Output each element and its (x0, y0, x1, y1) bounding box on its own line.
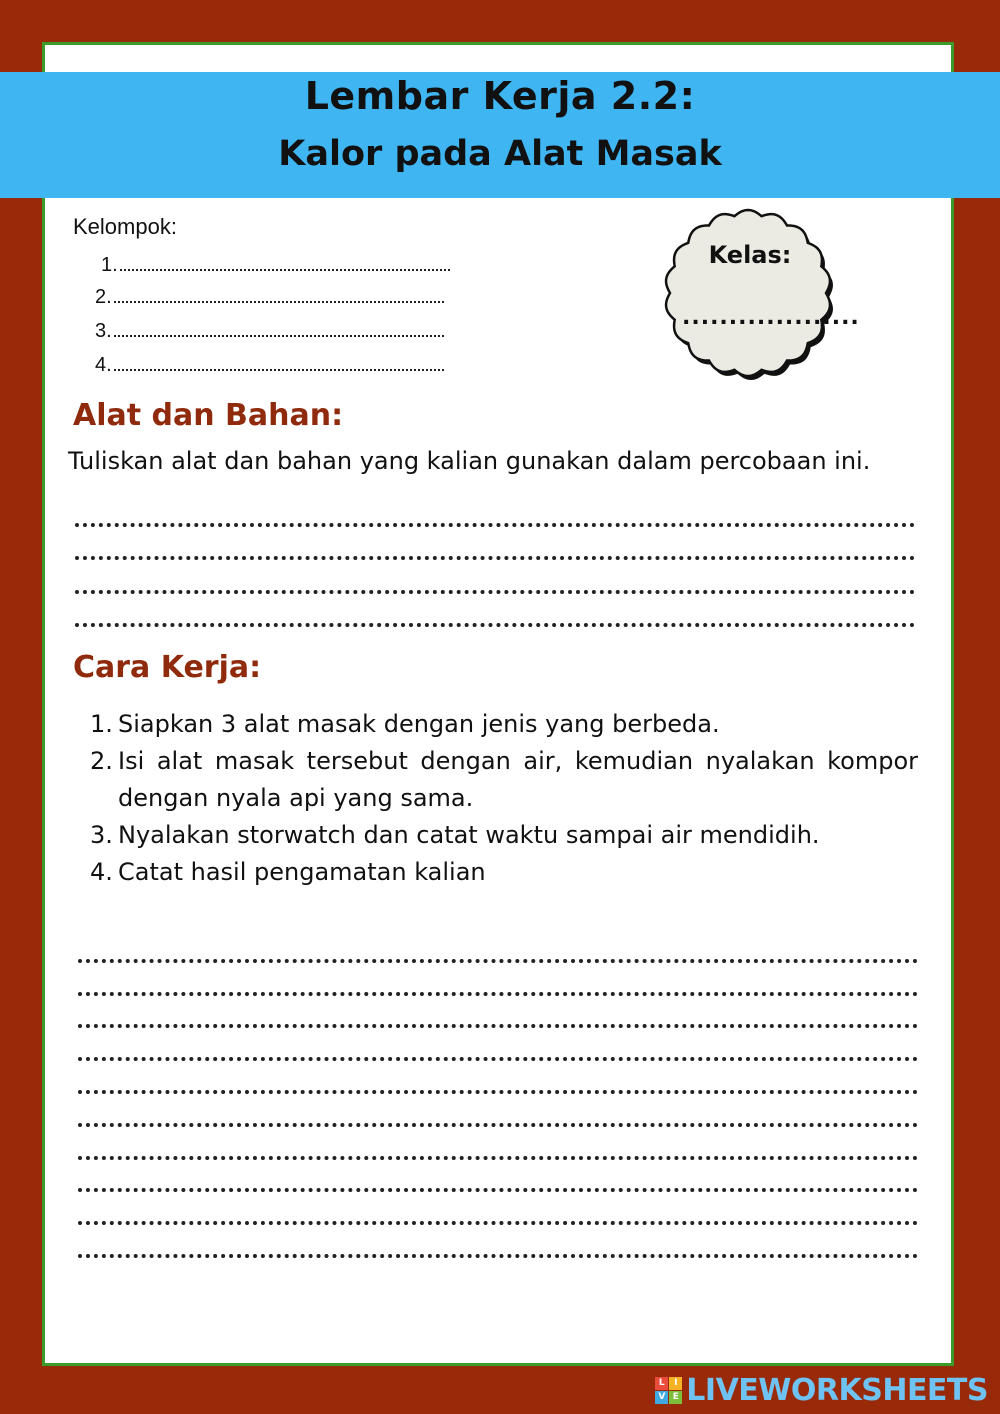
class-blank[interactable]: ................... (682, 305, 860, 330)
answer-line[interactable] (78, 1254, 918, 1258)
step-number: 1. (90, 710, 113, 738)
blank-line (120, 255, 450, 271)
procedure-steps (90, 706, 918, 891)
blank-line (114, 287, 444, 303)
step-text: Catat hasil pengamatan kalian (118, 858, 486, 886)
title-band (0, 72, 1000, 198)
step-text: Siapkan 3 alat masak dengan jenis yang berbeda. (118, 710, 720, 738)
procedure-heading: Cara Kerja: (73, 650, 262, 685)
group-label: Kelompok: (73, 214, 177, 239)
answer-line[interactable] (75, 556, 915, 560)
watermark-text: LIVEWORKSHEETS (686, 1372, 988, 1408)
materials-instruction: Tuliskan alat dan bahan yang kalian gunakan dalam percobaan ini. (68, 447, 871, 475)
liveworksheets-watermark[interactable] (655, 1373, 988, 1407)
logo-letter: E (669, 1391, 682, 1404)
group-member-line[interactable] (95, 320, 444, 343)
procedure-step (90, 706, 918, 743)
group-member-line[interactable] (95, 354, 444, 377)
answer-line[interactable] (78, 1123, 918, 1127)
answer-line[interactable] (78, 1057, 918, 1061)
worksheet-subtitle: Kalor pada Alat Masak (278, 134, 722, 174)
group-member-line[interactable] (101, 254, 450, 277)
group-member-number: 2. (95, 286, 112, 308)
step-number: 2. (90, 747, 113, 775)
answer-line[interactable] (78, 959, 918, 963)
procedure-step (90, 743, 918, 817)
procedure-step (90, 854, 918, 891)
answer-line[interactable] (78, 1090, 918, 1094)
answer-line[interactable] (75, 590, 915, 594)
blank-line (114, 355, 444, 371)
group-member-number: 4. (95, 354, 112, 376)
liveworksheets-logo-icon (655, 1377, 682, 1404)
answer-line[interactable] (78, 1188, 918, 1192)
answer-line[interactable] (78, 1156, 918, 1160)
group-member-number: 3. (95, 320, 112, 342)
answer-line[interactable] (78, 992, 918, 996)
step-text: Isi alat masak tersebut dengan air, kemudian nyalakan kompor dengan nyala api yang sama. (118, 747, 918, 812)
logo-letter: V (655, 1391, 668, 1404)
scalloped-badge-shape (660, 205, 840, 385)
answer-line[interactable] (78, 1221, 918, 1225)
answer-line[interactable] (75, 523, 915, 527)
step-number: 3. (90, 821, 113, 849)
class-label: Kelas: (708, 241, 792, 269)
logo-letter: I (669, 1377, 682, 1390)
answer-line[interactable] (75, 623, 915, 627)
logo-letter: L (655, 1377, 668, 1390)
answer-line[interactable] (78, 1024, 918, 1028)
step-number: 4. (90, 858, 113, 886)
blank-line (114, 321, 444, 337)
group-member-number: 1. (101, 254, 118, 276)
class-badge (660, 205, 860, 385)
step-text: Nyalakan storwatch dan catat waktu sampai air mendidih. (118, 821, 820, 849)
worksheet-title: Lembar Kerja 2.2: (304, 74, 696, 118)
group-member-line[interactable] (95, 286, 444, 309)
materials-heading: Alat dan Bahan: (73, 398, 344, 433)
procedure-step (90, 817, 918, 854)
